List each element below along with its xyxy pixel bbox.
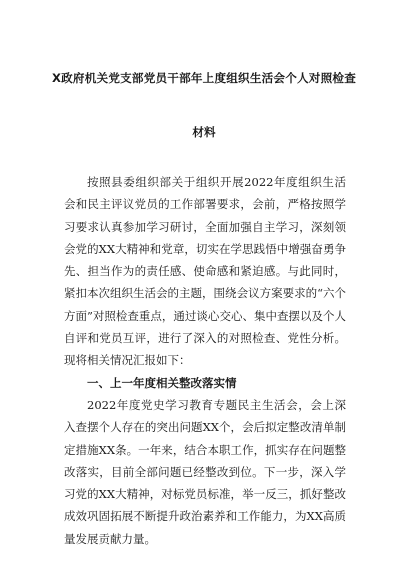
section-heading: 一、上一年度相关整改落实情: [87, 375, 237, 390]
section-paragraph: 2022年度党史学习教育专题民主生活会，会上深入查摆个人存在的突出问题XX个，会后拟定整改清单制定措施XX条。一年来，结合本职工作，抓实存在问题整改落实，目前全部问题已经整改到位。下一步，深入学习党的XX大精神，对标党员标准，举一反三，抓好整改成效巩固拓展不断提升政治素养和工作能力，为XX高质量发展贡献力量。: [64, 397, 346, 546]
document-title: X政府机关党支部党员干部年上度组织生活会个人对照检查: [52, 71, 356, 85]
document-title-continuation: 材料: [192, 125, 216, 139]
document-body: [64, 171, 346, 550]
intro-paragraph: 按照县委组织部关于组织开展2022年度组织生活会和民主评议党员的工作部署要求，会前，严格按照学习要求认真参加学习研讨，全面加强自主学习，深刻领会党的XX大精神和党章，切实在学思践悟中增强奋勇争先、担当作为的责任感、使命感和紧迫感。与此同时，紧扣本次组织生活会的主题，围绕会议方案要求的“六个方面”对照检查重点，通过谈心交心、集中查摆以及个人自评和党员互评，进行了深入的对照检查、党性分析。现将相关情况汇报如下：: [64, 175, 346, 368]
